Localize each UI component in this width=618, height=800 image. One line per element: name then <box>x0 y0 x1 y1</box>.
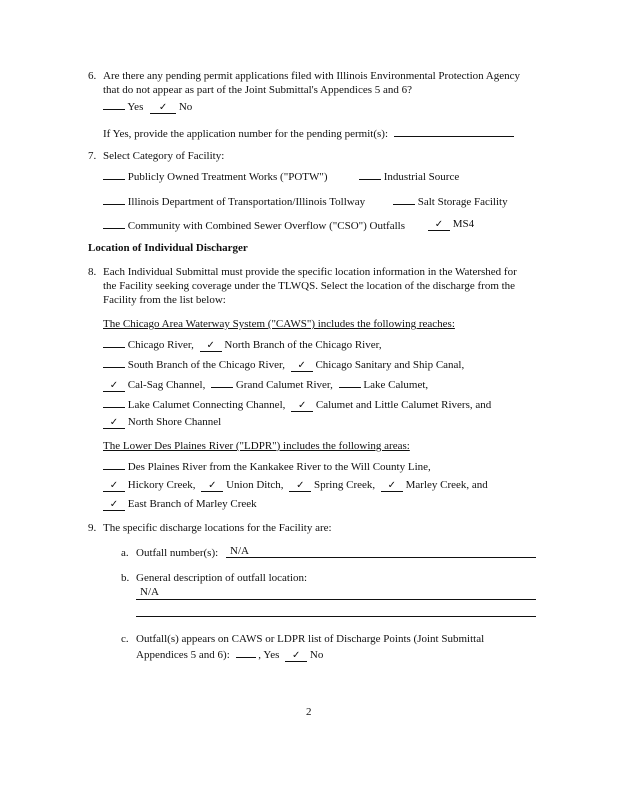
des-plaines-blank[interactable] <box>103 459 125 470</box>
lake-calumet-connecting-label: Lake Calumet Connecting Channel, <box>127 399 286 411</box>
q9c-number: c. <box>121 633 129 645</box>
q8-text-line2: the Facility seeking coverage under the TLWQS. Select the location of the discharge from the <box>103 280 516 292</box>
idot-blank[interactable] <box>103 194 125 205</box>
section-heading: Location of Individual Discharger <box>88 242 248 254</box>
q7-title: Select Category of Facility: <box>103 150 225 162</box>
cal-sag-label: Cal-Sag Channel, <box>127 379 206 391</box>
caws-row-1 <box>103 337 382 352</box>
industrial-blank[interactable] <box>359 169 381 180</box>
q8-text-line1: Each Individual Submittal must provide the specific location information in the Watershed for <box>103 266 517 278</box>
sanitary-canal-check[interactable]: ✓ <box>291 361 313 372</box>
q6-yes-blank[interactable] <box>103 99 125 110</box>
q9c-text-line2: Appendices 5 and 6): <box>136 649 230 661</box>
ms4-check[interactable]: ✓ <box>428 220 450 231</box>
ldpr-row-2 <box>103 479 488 492</box>
ms4-label: MS4 <box>452 218 475 230</box>
q6-application-row <box>103 126 514 141</box>
q6-no-check[interactable]: ✓ <box>150 103 176 114</box>
q9b-underline-1 <box>136 599 536 600</box>
marley-creek-label: Marley Creek, and <box>405 479 488 491</box>
ldpr-heading: The Lower Des Plaines River ("LDPR") includes the following areas: <box>103 440 410 452</box>
cal-sag-check[interactable]: ✓ <box>103 381 125 392</box>
q6-number: 6. <box>88 70 97 82</box>
union-ditch-label: Union Ditch, <box>226 479 284 491</box>
q9c-text-line1: Outfall(s) appears on CAWS or LDPR list of Discharge Points (Joint Submittal <box>136 633 485 645</box>
salt-label: Salt Storage Facility <box>417 196 508 208</box>
q9c-row-2 <box>136 647 323 662</box>
q9c-yes-blank[interactable] <box>236 647 256 658</box>
spring-creek-check[interactable]: ✓ <box>289 481 311 492</box>
south-branch-blank[interactable] <box>103 357 125 368</box>
q6-no-label: No <box>178 101 193 113</box>
sanitary-canal-label: Chicago Sanitary and Ship Canal, <box>315 359 465 371</box>
q9b-number: b. <box>121 572 130 584</box>
q9c-no-label: No <box>309 649 324 661</box>
potw-blank[interactable] <box>103 169 125 180</box>
q7-row-potw <box>103 169 328 184</box>
q7-number: 7. <box>88 150 97 162</box>
q9b-label: General description of outfall location: <box>136 572 308 584</box>
marley-creek-check[interactable]: ✓ <box>381 481 403 492</box>
caws-row-4 <box>103 397 491 412</box>
cso-label: Community with Combined Sewer Overflow ("CSO") Outfalls <box>127 220 405 232</box>
spring-creek-label: Spring Creek, <box>314 479 376 491</box>
q9a-underline <box>226 557 536 558</box>
q9a-value[interactable]: N/A <box>230 545 249 557</box>
q9c-yes-label: , Yes <box>258 649 280 661</box>
q6-yes-label: Yes <box>127 101 144 113</box>
grand-calumet-blank[interactable] <box>211 377 233 388</box>
chicago-river-label: Chicago River, <box>127 339 194 351</box>
q8-text-line3: Facility from the list below: <box>103 294 226 306</box>
q9c-no-check[interactable]: ✓ <box>285 651 307 662</box>
caws-row-3 <box>103 377 428 392</box>
ldpr-row-1 <box>103 459 431 474</box>
q6-application-number-field[interactable] <box>394 126 514 137</box>
q6-text-line1: Are there any pending permit applications filed with Illinois Environmental Protection Agency <box>103 70 520 82</box>
caws-row-2 <box>103 357 464 372</box>
page-number: 2 <box>306 706 312 718</box>
lake-calumet-label: Lake Calumet, <box>363 379 429 391</box>
q7-row-industrial <box>359 169 459 184</box>
q6-application-label: If Yes, provide the application number for the pending permit(s): <box>103 128 389 140</box>
q8-number: 8. <box>88 266 97 278</box>
north-branch-check[interactable]: ✓ <box>200 341 222 352</box>
q9b-underline-2 <box>136 616 536 617</box>
des-plaines-label: Des Plaines River from the Kankakee River to the Will County Line, <box>127 461 431 473</box>
q9-title: The specific discharge locations for the Facility are: <box>103 522 332 534</box>
q9-number: 9. <box>88 522 97 534</box>
q9a-number: a. <box>121 547 129 559</box>
lake-calumet-blank[interactable] <box>339 377 361 388</box>
cso-blank[interactable] <box>103 218 125 229</box>
potw-label: Publicly Owned Treatment Works ("POTW") <box>127 171 328 183</box>
q9b-value[interactable]: N/A <box>140 586 159 598</box>
q6-answer-row <box>103 99 192 114</box>
caws-heading: The Chicago Area Waterway System ("CAWS") includes the following reaches: <box>103 318 455 330</box>
caws-row-5 <box>103 416 221 429</box>
q6-text-line2: that do not appear as part of the Joint Submittal's Appendices 5 and 6? <box>103 84 412 96</box>
hickory-creek-check[interactable]: ✓ <box>103 481 125 492</box>
little-calumet-label: Calumet and Little Calumet Rivers, and <box>315 399 492 411</box>
grand-calumet-label: Grand Calumet River, <box>235 379 333 391</box>
q7-row-ms4 <box>428 218 474 231</box>
q7-row-idot <box>103 194 365 209</box>
q9a-label: Outfall number(s): <box>136 547 219 559</box>
hickory-creek-label: Hickory Creek, <box>127 479 196 491</box>
salt-blank[interactable] <box>393 194 415 205</box>
lake-calumet-connecting-blank[interactable] <box>103 397 125 408</box>
south-branch-label: South Branch of the Chicago River, <box>127 359 285 371</box>
chicago-river-blank[interactable] <box>103 337 125 348</box>
east-marley-check[interactable]: ✓ <box>103 500 125 511</box>
industrial-label: Industrial Source <box>383 171 460 183</box>
north-shore-check[interactable]: ✓ <box>103 418 125 429</box>
east-marley-label: East Branch of Marley Creek <box>127 498 257 510</box>
q7-row-salt <box>393 194 508 209</box>
idot-label: Illinois Department of Transportation/Illinois Tollway <box>127 196 366 208</box>
union-ditch-check[interactable]: ✓ <box>201 481 223 492</box>
little-calumet-check[interactable]: ✓ <box>291 401 313 412</box>
ldpr-row-3 <box>103 498 257 511</box>
north-branch-label: North Branch of the Chicago River, <box>224 339 382 351</box>
north-shore-label: North Shore Channel <box>127 416 222 428</box>
q7-row-cso <box>103 218 405 233</box>
